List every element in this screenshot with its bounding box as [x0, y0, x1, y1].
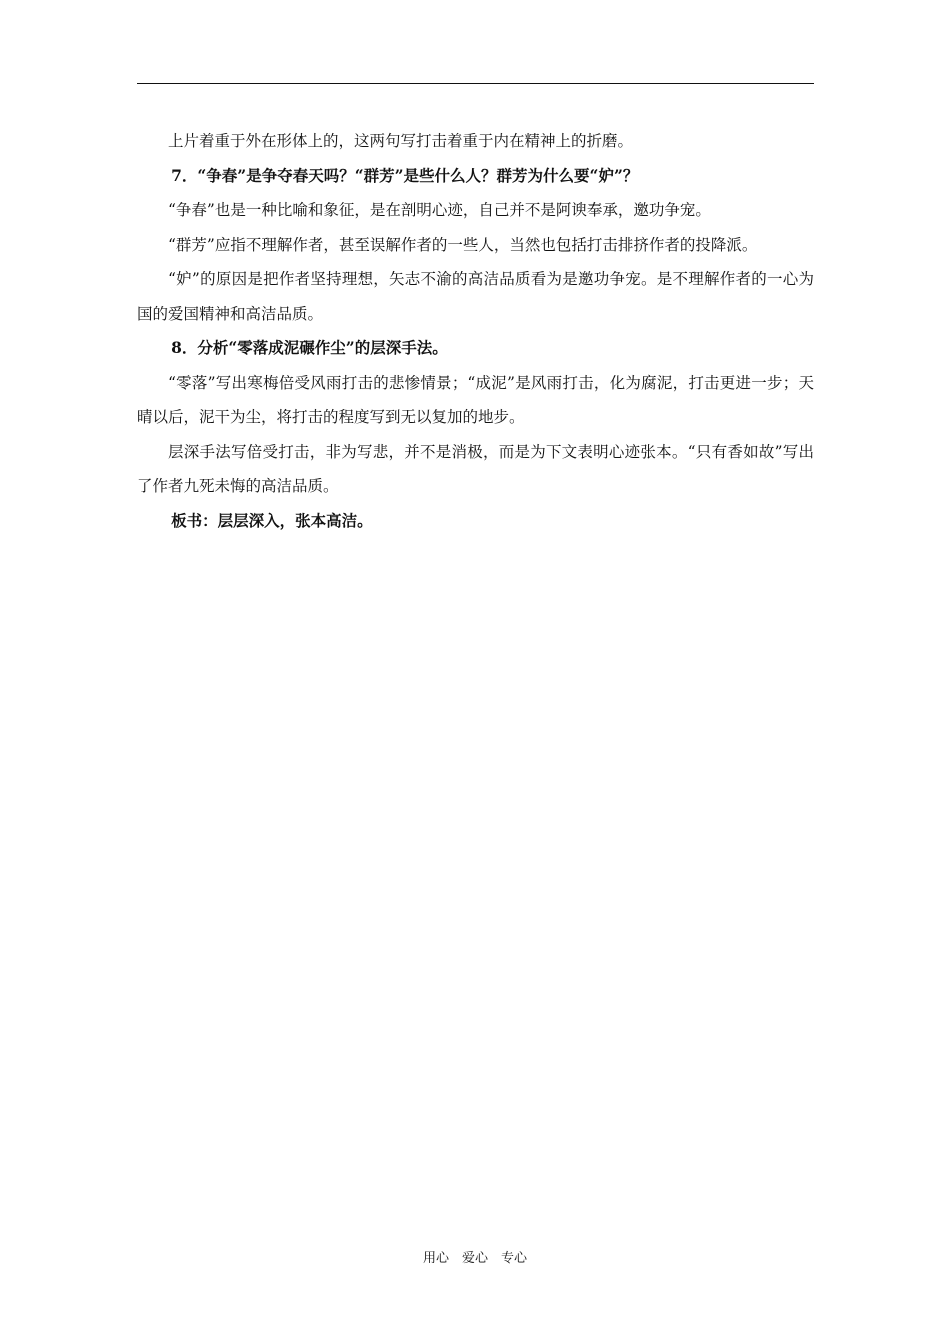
- answer-8-cengshen: 层深手法写倍受打击，非为写悲，并不是消极，而是为下文表明心迹张本。“只有香如故”写出了作者九死未悔的高洁品质。: [137, 442, 814, 495]
- answer-7-qunfang: “群芳”应指不理解作者，甚至误解作者的一些人，当然也包括打击排挤作者的投降派。: [168, 235, 758, 254]
- question-8: 8．分析“零落成泥碾作尘”的层深手法。: [171, 338, 448, 357]
- paragraph-intro: 上片着重于外在形体上的，这两句写打击着重于内在精神上的折磨。: [168, 132, 634, 150]
- question-7: 7．“争春”是争夺春天吗？“群芳”是些什么人？群芳为什么要“妒”？: [171, 165, 639, 185]
- page-footer: 用心 爱心 专心: [422, 1251, 527, 1266]
- header-rule: [137, 83, 814, 84]
- answer-7-zhengchun: “争春”也是一种比喻和象征，是在剖明心迹，自己并不是阿谀奉承，邀功争宠。: [168, 201, 711, 219]
- answer-8-lingluo: “零落”写出寒梅倍受风雨打击的悲惨情景；“成泥”是风雨打击，化为腐泥，打击更进一步；天晴以后，泥干为尘，将打击的程度写到无以复加的地步。: [137, 373, 814, 426]
- answer-7-du: “妒”的原因是把作者坚持理想，矢志不渝的高洁品质看为是邀功争宠。是不理解作者的一心为国的爱国精神和高洁品质。: [137, 270, 814, 323]
- blackboard-summary: 板书：层层深入，张本高洁。: [171, 510, 373, 530]
- document-body: [137, 124, 814, 538]
